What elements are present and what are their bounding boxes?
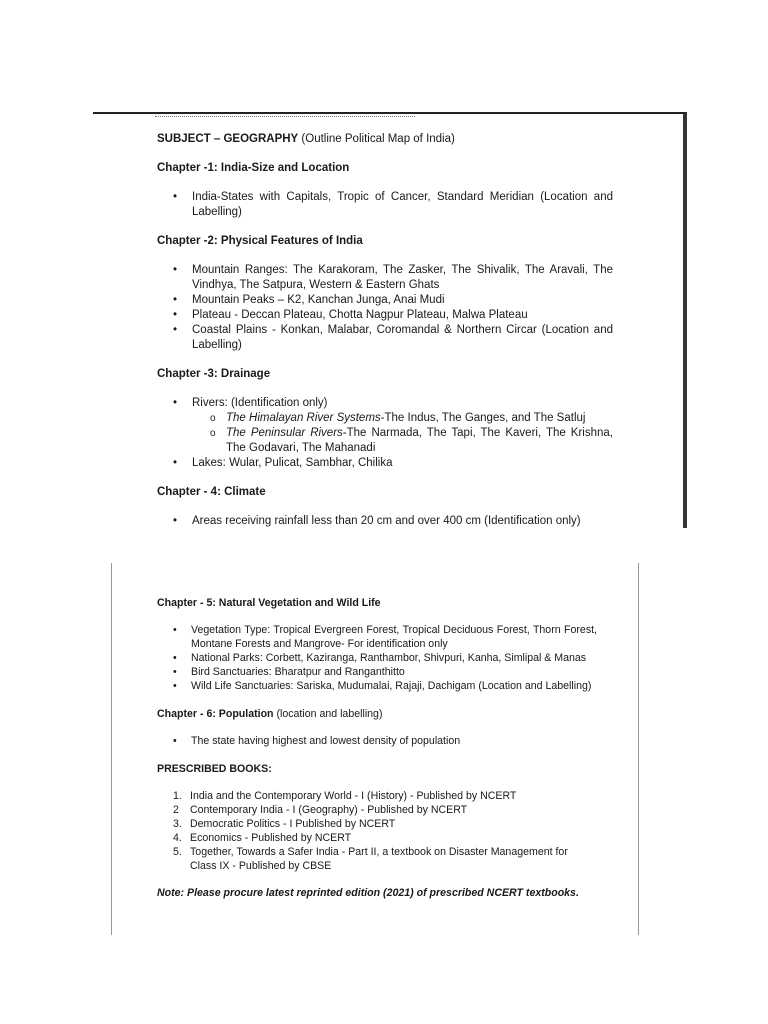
list-item bbox=[157, 293, 613, 308]
chapter-6-list bbox=[157, 734, 597, 748]
list-item bbox=[157, 514, 613, 528]
list-item-text: Mountain Ranges: The Karakoram, The Zasker, The Shivalik, The Aravali, The Vindhya, The Satpura, Western & Eastern Ghats bbox=[192, 264, 613, 291]
bullet-icon: • bbox=[173, 191, 178, 203]
textbook-note: Note: Please procure latest reprinted edition (2021) of prescribed NCERT textbooks. bbox=[157, 887, 579, 899]
list-item bbox=[157, 623, 597, 651]
book-item bbox=[157, 789, 597, 803]
bullet-icon: • bbox=[173, 294, 178, 306]
bullet-icon: • bbox=[173, 666, 177, 678]
syllabus-continued bbox=[157, 596, 597, 911]
book-number: 1. bbox=[173, 790, 182, 802]
chapter-1-title: Chapter -1: India-Size and Location bbox=[157, 162, 350, 174]
chapter-6-label: Chapter - 6: Population bbox=[157, 708, 274, 720]
river-system-name: The Himalayan River Systems bbox=[226, 412, 381, 424]
chapter-4-title: Chapter - 4: Climate bbox=[157, 486, 266, 498]
cropped-previous-text bbox=[155, 112, 415, 117]
river-list: -The Indus, The Ganges, and The Satluj bbox=[380, 412, 586, 424]
chapter-4-list bbox=[157, 514, 613, 528]
list-item-text: Bird Sanctuaries: Bharatpur and Ranganthitto bbox=[191, 666, 405, 678]
bullet-icon: • bbox=[173, 397, 178, 409]
river-system-name: The Peninsular Rivers bbox=[226, 427, 343, 439]
geography-syllabus bbox=[157, 132, 613, 528]
book-title: Economics - Published by NCERT bbox=[190, 832, 352, 844]
chapter-3-title: Chapter -3: Drainage bbox=[157, 368, 271, 380]
book-title: Contemporary India - I (Geography) - Published by NCERT bbox=[190, 804, 468, 816]
document-page-top bbox=[93, 112, 687, 528]
bullet-icon: • bbox=[173, 309, 178, 321]
list-item bbox=[157, 665, 597, 679]
list-item-text: India-States with Capitals, Tropic of Cancer, Standard Meridian (Location and Labelling) bbox=[192, 191, 613, 218]
list-item bbox=[157, 308, 613, 323]
bullet-icon: • bbox=[173, 264, 178, 276]
prescribed-books-title: PRESCRIBED BOOKS: bbox=[157, 763, 272, 775]
book-item bbox=[157, 803, 597, 817]
book-number: 3. bbox=[173, 818, 182, 830]
list-item-text: Areas receiving rainfall less than 20 cm and over 400 cm (Identification only) bbox=[192, 515, 581, 527]
chapter-1-list bbox=[157, 190, 613, 220]
bullet-icon: • bbox=[173, 515, 178, 527]
chapter-2-title: Chapter -2: Physical Features of India bbox=[157, 235, 363, 247]
chapter-5-title: Chapter - 5: Natural Vegetation and Wild Life bbox=[157, 597, 381, 609]
list-item-text: Lakes: Wular, Pulicat, Sambhar, Chilika bbox=[192, 457, 393, 469]
chapter-2-list bbox=[157, 263, 613, 353]
rivers-sublist bbox=[192, 411, 613, 456]
book-item bbox=[157, 831, 597, 845]
bullet-icon: • bbox=[173, 735, 177, 747]
sub-list-item bbox=[192, 411, 613, 426]
list-item bbox=[157, 323, 613, 353]
bullet-icon: • bbox=[173, 624, 177, 636]
bullet-icon: • bbox=[173, 680, 177, 692]
book-title: Democratic Politics - I Published by NCERT bbox=[190, 818, 396, 830]
book-title: India and the Contemporary World - I (History) - Published by NCERT bbox=[190, 790, 517, 802]
circle-bullet-icon: o bbox=[210, 428, 216, 439]
list-item-text: National Parks: Corbett, Kaziranga, Ranthambor, Shivpuri, Kanha, Simlipal & Manas bbox=[191, 652, 587, 664]
subject-note: (Outline Political Map of India) bbox=[298, 133, 455, 145]
chapter-5-list bbox=[157, 623, 597, 693]
chapter-6-note: (location and labelling) bbox=[273, 708, 383, 720]
subject-label: SUBJECT – GEOGRAPHY bbox=[157, 133, 299, 145]
book-item bbox=[157, 817, 597, 831]
list-item-text: Wild Life Sanctuaries: Sariska, Mudumalai, Rajaji, Dachigam (Location and Labelling) bbox=[191, 680, 592, 692]
subject-heading bbox=[157, 132, 613, 147]
sub-list-item bbox=[192, 426, 613, 456]
circle-bullet-icon: o bbox=[210, 413, 216, 424]
river-list: -The Narmada, The Tapi, The Kaveri, The Krishna, The Godavari, The Mahanadi bbox=[226, 427, 613, 454]
bullet-icon: • bbox=[173, 324, 178, 336]
bullet-icon: • bbox=[173, 652, 177, 664]
list-item bbox=[157, 396, 613, 456]
book-number: 5. bbox=[173, 846, 182, 858]
prescribed-books-list bbox=[157, 789, 597, 873]
chapter-6-title bbox=[157, 707, 597, 721]
list-item-text: Vegetation Type: Tropical Evergreen Forest, Tropical Deciduous Forest, Thorn Forest, Montane Forests and Mangrove- For identification only bbox=[191, 624, 597, 650]
list-item-text: Mountain Peaks – K2, Kanchan Junga, Anai Mudi bbox=[192, 294, 445, 306]
list-item bbox=[157, 734, 597, 748]
book-number: 4. bbox=[173, 832, 182, 844]
list-item-text: Coastal Plains - Konkan, Malabar, Coromandal & Northern Circar (Location and Labelling) bbox=[192, 324, 613, 351]
list-item bbox=[157, 456, 613, 471]
list-item bbox=[157, 651, 597, 665]
book-item bbox=[157, 845, 597, 873]
list-item-text: Rivers: (Identification only) bbox=[192, 397, 328, 409]
list-item-text: The state having highest and lowest density of population bbox=[191, 735, 461, 747]
list-item bbox=[157, 679, 597, 693]
bullet-icon: • bbox=[173, 457, 178, 469]
book-number: 2 bbox=[173, 804, 179, 816]
list-item-text: Plateau - Deccan Plateau, Chotta Nagpur Plateau, Malwa Plateau bbox=[192, 309, 528, 321]
list-item bbox=[157, 190, 613, 220]
document-page-bottom bbox=[111, 563, 639, 935]
list-item bbox=[157, 263, 613, 293]
book-title: Together, Towards a Safer India - Part II, a textbook on Disaster Management for Class IX - Published by CBSE bbox=[190, 846, 568, 872]
chapter-3-list bbox=[157, 396, 613, 471]
